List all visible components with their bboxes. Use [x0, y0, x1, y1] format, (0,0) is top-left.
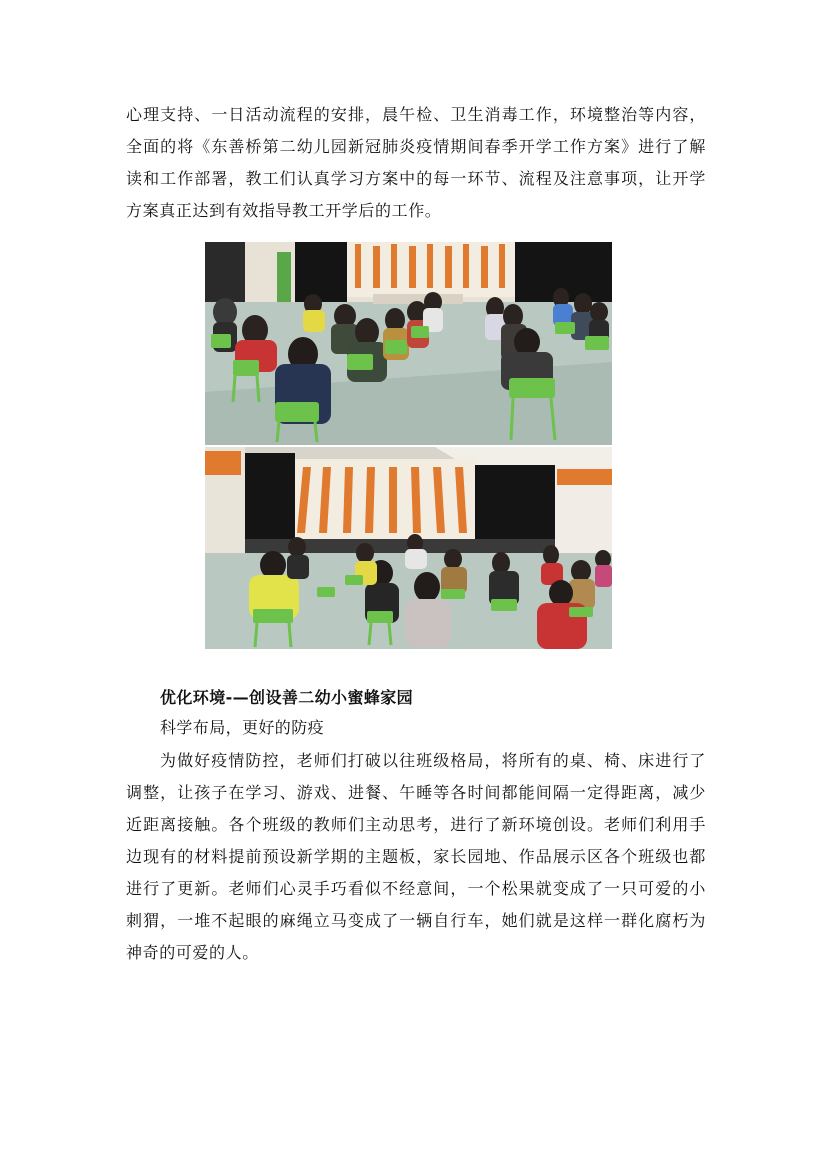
meeting-photo-2-image — [205, 447, 612, 649]
section-title: 优化环境-—创设善二幼小蜜蜂家园 — [160, 688, 414, 707]
meeting-photo-1-image — [205, 242, 612, 445]
meeting-photo-1 — [205, 242, 612, 445]
meeting-photo-2 — [205, 447, 612, 649]
section-body-paragraph: 为做好疫情防控，老师们打破以往班级格局，将所有的桌、椅、床进行了调整，让孩子在学习、游戏、进餐、午睡等各时间都能间隔一定得距离，减少近距离接触。各个班级的教师们主动思考，进行了新环境创设。老师们利用手边现有的材料提前预设新学期的主题板，家长园地、作品展示区各个班级也都进行了更新。老师们心灵手巧看似不经意间，一个松果就变成了一只可爱的小刺猬，一堆不起眼的麻绳立马变成了一辆自行车，她们就是这样一群化腐朽为神奇的可爱的人。 — [126, 751, 706, 962]
section-subtitle: 科学布局，更好的防疫 — [160, 718, 325, 737]
intro-paragraph: 心理支持、一日活动流程的安排，晨午检、卫生消毒工作，环境整治等内容，全面的将《东善桥第二幼儿园新冠肺炎疫情期间春季开学工作方案》进行了解读和工作部署，教工们认真学习方案中的每一环节、流程及注意事项，让开学方案真正达到有效指导教工开学后的工作。 — [126, 105, 706, 220]
